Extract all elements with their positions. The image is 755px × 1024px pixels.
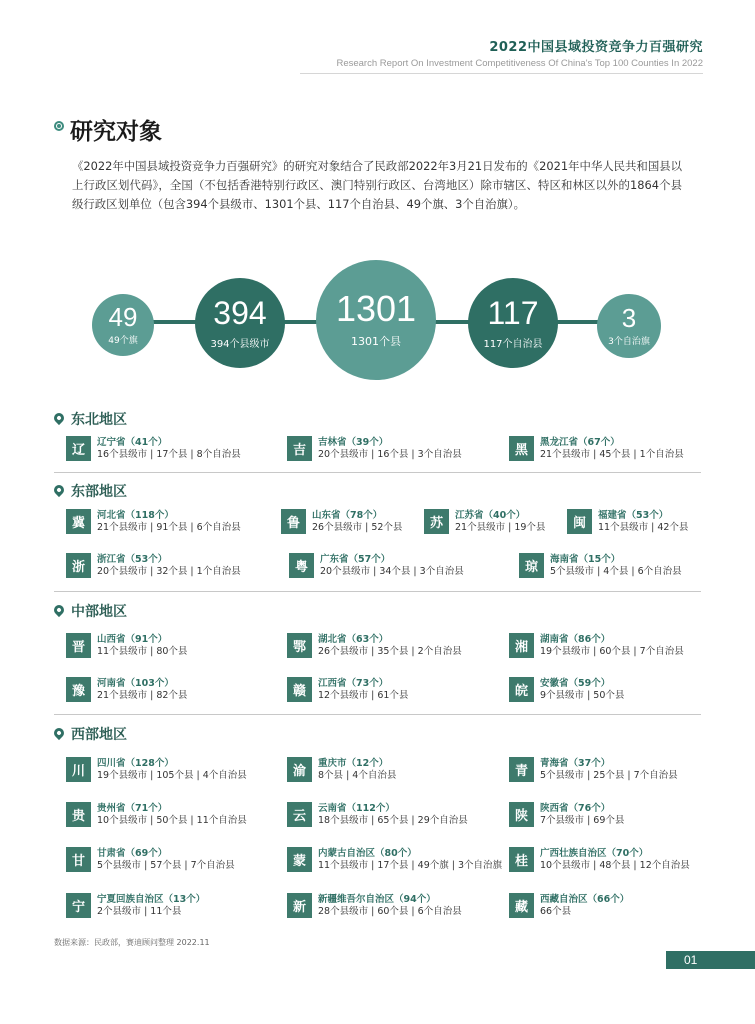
stat-circle-autonomous-county (468, 278, 558, 368)
province-name: 河北省（118个） (97, 509, 174, 521)
header-divider (300, 73, 703, 74)
location-pin-icon (52, 603, 66, 617)
province-name: 新疆维吾尔自治区（94个） (318, 893, 436, 905)
province-fujian (567, 509, 688, 534)
stat-value: 117 (487, 294, 539, 331)
data-source-note: 数据来源：民政部，赛迪顾问整理 2022.11 (54, 938, 210, 947)
province-badge: 蒙 (287, 847, 312, 872)
province-name: 四川省（128个） (97, 757, 174, 769)
province-badge: 鄂 (287, 633, 312, 658)
province-badge: 陕 (509, 802, 534, 827)
stat-label: 3个自治旗 (608, 337, 650, 347)
province-liaoning (66, 436, 241, 461)
region-northeast (54, 409, 127, 429)
region-east (54, 481, 127, 501)
province-detail: 21个县级市 | 82个县 (97, 689, 188, 701)
province-name: 山东省（78个） (312, 509, 383, 521)
province-badge: 粤 (289, 553, 314, 578)
province-name: 贵州省（71个） (97, 802, 168, 814)
region-divider (54, 591, 701, 592)
province-badge: 宁 (66, 893, 91, 918)
province-chongqing (287, 757, 396, 782)
province-detail: 20个县级市 | 16个县 | 3个自治县 (318, 448, 462, 460)
province-detail: 21个县级市 | 45个县 | 1个自治县 (540, 448, 684, 460)
province-detail: 2个县级市 | 11个县 (97, 905, 182, 917)
province-name: 云南省（112个） (318, 802, 395, 814)
region-label: 中部地区 (71, 604, 127, 620)
province-detail: 21个县级市 | 91个县 | 6个自治县 (97, 521, 241, 533)
province-hubei (287, 633, 462, 658)
province-badge: 黑 (509, 436, 534, 461)
province-badge: 甘 (66, 847, 91, 872)
province-detail: 11个县级市 | 80个县 (97, 645, 188, 657)
province-name: 广东省（57个） (320, 553, 391, 565)
province-detail: 11个县级市 | 42个县 (598, 521, 689, 533)
province-name: 辽宁省（41个） (97, 436, 168, 448)
province-detail: 20个县级市 | 32个县 | 1个自治县 (97, 565, 241, 577)
stat-value: 49 (108, 302, 138, 332)
stats-row (0, 260, 755, 390)
province-name: 湖南省（86个） (540, 633, 611, 645)
province-heilongjiang (509, 436, 684, 461)
province-zhejiang (66, 553, 241, 578)
province-name: 安徽省（59个） (540, 677, 611, 689)
province-name: 宁夏回族自治区（13个） (97, 893, 206, 905)
province-sichuan (66, 757, 247, 782)
province-name: 广西壮族自治区（70个） (540, 847, 649, 859)
stat-circle-county-city (195, 278, 285, 368)
province-name: 湖北省（63个） (318, 633, 389, 645)
page-number: 01 (684, 953, 698, 967)
province-qinghai (509, 757, 678, 782)
province-detail: 28个县级市 | 60个县 | 6个自治县 (318, 905, 462, 917)
province-name: 甘肃省（69个） (97, 847, 168, 859)
province-henan (66, 677, 187, 702)
location-pin-icon (52, 726, 66, 740)
province-detail: 66个县 (540, 905, 572, 917)
province-name: 江苏省（40个） (455, 509, 526, 521)
province-neimenggu (287, 847, 502, 872)
province-name: 吉林省（39个） (318, 436, 389, 448)
province-detail: 10个县级市 | 50个县 | 11个自治县 (97, 814, 247, 826)
region-label: 西部地区 (71, 727, 127, 743)
province-ningxia (66, 893, 205, 918)
province-badge: 渝 (287, 757, 312, 782)
stat-label: 1301个县 (351, 335, 401, 348)
stat-circle-qi (92, 294, 154, 356)
province-detail: 26个县级市 | 35个县 | 2个自治县 (318, 645, 462, 657)
section-bullet-icon (54, 121, 64, 131)
province-anhui (509, 677, 624, 702)
region-divider (54, 714, 701, 715)
province-name: 内蒙古自治区（80个） (318, 847, 417, 859)
province-badge: 苏 (424, 509, 449, 534)
province-gansu (66, 847, 235, 872)
province-badge: 贵 (66, 802, 91, 827)
page-number-bar (666, 951, 755, 969)
province-detail: 12个县级市 | 61个县 (318, 689, 409, 701)
province-detail: 20个县级市 | 34个县 | 3个自治县 (320, 565, 464, 577)
province-name: 福建省（53个） (598, 509, 669, 521)
province-badge: 川 (66, 757, 91, 782)
province-detail: 10个县级市 | 48个县 | 12个自治县 (540, 859, 690, 871)
province-detail: 16个县级市 | 17个县 | 8个自治县 (97, 448, 241, 460)
province-badge: 闽 (567, 509, 592, 534)
province-detail: 5个县级市 | 4个县 | 6个自治县 (550, 565, 682, 577)
province-detail: 5个县级市 | 57个县 | 7个自治县 (97, 859, 235, 871)
province-badge: 鲁 (281, 509, 306, 534)
stat-label: 117个自治县 (483, 338, 543, 350)
region-label: 东部地区 (71, 484, 127, 500)
stat-circle-county (316, 260, 436, 380)
province-shandong (281, 509, 402, 534)
province-badge: 琼 (519, 553, 544, 578)
province-guizhou (66, 802, 247, 827)
province-name: 青海省（37个） (540, 757, 611, 769)
province-badge: 浙 (66, 553, 91, 578)
province-badge: 新 (287, 893, 312, 918)
province-xinjiang (287, 893, 462, 918)
header-title: 2022中国县域投资竞争力百强研究 (489, 40, 703, 55)
region-label: 东北地区 (71, 412, 127, 428)
province-jiangsu (424, 509, 545, 534)
province-badge: 豫 (66, 677, 91, 702)
province-name: 河南省（103个） (97, 677, 174, 689)
province-detail: 19个县级市 | 60个县 | 7个自治县 (540, 645, 684, 657)
province-name: 浙江省（53个） (97, 553, 168, 565)
province-detail: 26个县级市 | 52个县 (312, 521, 403, 533)
province-detail: 19个县级市 | 105个县 | 4个自治县 (97, 769, 247, 781)
province-detail: 21个县级市 | 19个县 (455, 521, 546, 533)
province-xizang (509, 893, 629, 918)
location-pin-icon (52, 411, 66, 425)
province-name: 山西省（91个） (97, 633, 168, 645)
province-detail: 9个县级市 | 50个县 (540, 689, 625, 701)
province-jilin (287, 436, 462, 461)
province-shanxi (66, 633, 187, 658)
province-detail: 7个县级市 | 69个县 (540, 814, 625, 826)
province-badge: 吉 (287, 436, 312, 461)
stat-label: 394个县级市 (210, 338, 270, 350)
section-title: 研究对象 (70, 119, 162, 145)
stat-value: 3 (621, 303, 637, 333)
header-subtitle: Research Report On Investment Competitiveness Of China's Top 100 Counties In 2022 (336, 58, 703, 69)
province-badge: 湘 (509, 633, 534, 658)
province-shaanxi (509, 802, 624, 827)
location-pin-icon (52, 483, 66, 497)
stat-value: 394 (213, 294, 267, 331)
province-detail: 18个县级市 | 65个县 | 29个自治县 (318, 814, 468, 826)
stat-value: 1301 (335, 288, 417, 329)
province-name: 黑龙江省（67个） (540, 436, 620, 448)
province-guangxi (509, 847, 690, 872)
stat-label: 49个旗 (108, 336, 138, 346)
region-west (54, 724, 127, 744)
region-central (54, 601, 127, 621)
province-jiangxi (287, 677, 408, 702)
province-guangdong (289, 553, 464, 578)
province-detail: 8个县 | 4个自治县 (318, 769, 397, 781)
province-name: 西藏自治区（66个） (540, 893, 630, 905)
province-hunan (509, 633, 684, 658)
province-badge: 云 (287, 802, 312, 827)
province-badge: 藏 (509, 893, 534, 918)
province-yunnan (287, 802, 468, 827)
province-name: 江西省（73个） (318, 677, 389, 689)
province-badge: 皖 (509, 677, 534, 702)
intro-paragraph: 《2022年中国县域投资竞争力百强研究》的研究对象结合了民政部2022年3月21日发布的《2021年中华人民共和国县以上行政区划代码》，全国（不包括香港特别行政区、澳门特别行政区、台湾地区）除市辖区、特区和林区以外的1864个县级行政区划单位（包含394个县级市、1301个县、117个自治县、49个旗、3个自治旗）。 (72, 159, 682, 211)
province-badge: 桂 (509, 847, 534, 872)
province-badge: 晋 (66, 633, 91, 658)
province-hainan (519, 553, 682, 578)
province-detail: 5个县级市 | 25个县 | 7个自治县 (540, 769, 678, 781)
province-badge: 赣 (287, 677, 312, 702)
province-badge: 冀 (66, 509, 91, 534)
province-name: 陕西省（76个） (540, 802, 611, 814)
province-badge: 青 (509, 757, 534, 782)
province-hebei (66, 509, 241, 534)
province-badge: 辽 (66, 436, 91, 461)
stat-circle-autonomous-qi (597, 294, 661, 358)
province-name: 海南省（15个） (550, 553, 621, 565)
province-detail: 11个县级市 | 17个县 | 49个旗 | 3个自治旗 (318, 859, 503, 871)
province-name: 重庆市（12个） (318, 757, 389, 769)
region-divider (54, 472, 701, 473)
